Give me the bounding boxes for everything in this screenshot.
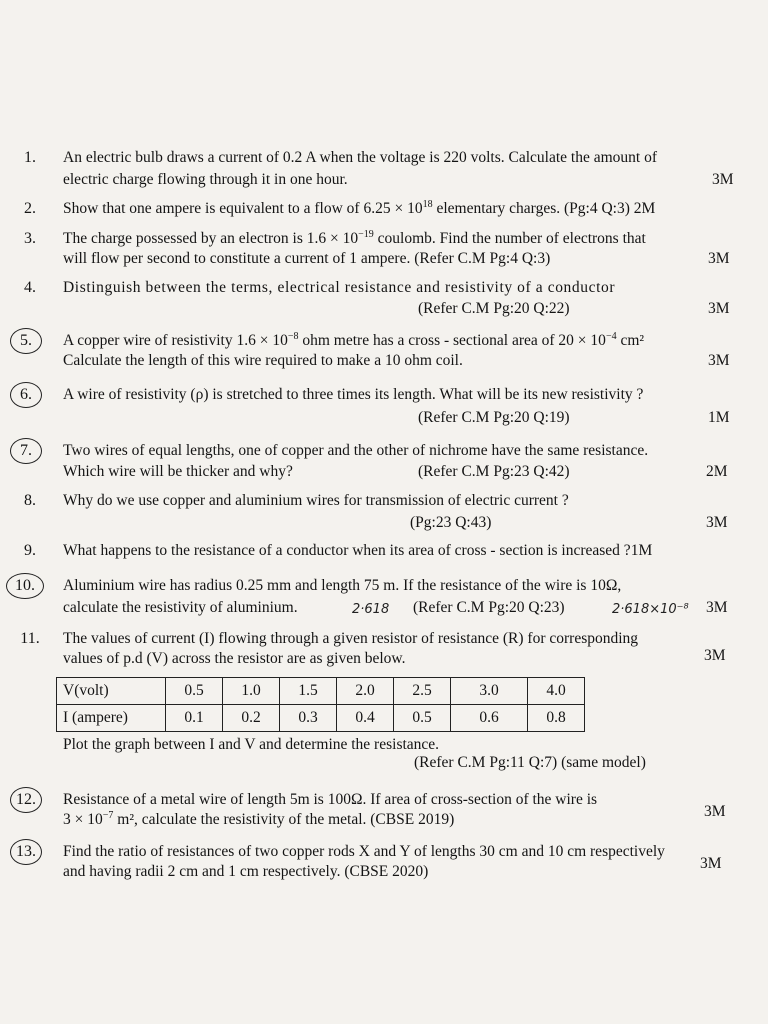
reference-label: (Refer C.M Pg:23 Q:42): [418, 463, 570, 480]
question-text-line2: $3 \times 10^{-7}$ m², calculate the resistivity of the metal. (CBSE 2019): [63, 810, 455, 828]
question-text: Resistance of a metal wire of length 5m is 100Ω. If area of cross-section of the wire is: [63, 791, 598, 808]
table-cell: 3.0: [451, 678, 528, 705]
marks-label: 2M: [706, 463, 728, 480]
table-cell: 0.1: [166, 705, 223, 732]
question-text: Show that one ampere is equivalent to a flow of $6.25 \times 10^{18}$ elementary charges. (Pg:4 Q:3) 2M: [63, 199, 656, 217]
table-cell: 1.5: [280, 678, 337, 705]
question-text-line2: Which wire will be thicker and why?: [63, 463, 293, 480]
table-cell: 0.3: [280, 705, 337, 732]
marks-label: 3M: [708, 352, 730, 369]
table-cell: 0.8: [528, 705, 585, 732]
question-text: Aluminium wire has radius 0.25 mm and length 75 m. If the resistance of the wire is 10Ω,: [63, 577, 622, 594]
reference-label: (Pg:23 Q:43): [410, 514, 492, 531]
table-cell: 2.5: [394, 678, 451, 705]
question-text-line2: will flow per second to constitute a current of 1 ampere. (Refer C.M Pg:4 Q:3): [63, 250, 551, 267]
table-cell: 4.0: [528, 678, 585, 705]
reference-label: (Refer C.M Pg:11 Q:7) (same model): [414, 754, 646, 771]
table-cell: 0.4: [337, 705, 394, 732]
question-text: Find the ratio of resistances of two copper rods X and Y of lengths 30 cm and 10 cm respectively: [63, 843, 665, 860]
marks-label: 3M: [712, 171, 734, 188]
marks-label: 3M: [704, 803, 726, 820]
question-text: A wire of resistivity (ρ) is stretched to three times its length. What will be its new resistivity ?: [63, 386, 644, 403]
handwritten-answer: 2·618×10⁻⁸: [612, 602, 689, 617]
question-text-line2: Calculate the length of this wire required to make a 10 ohm coil.: [63, 352, 463, 369]
question-text: The charge possessed by an electron is $1.6 \times 10^{-19}$ coulomb. Find the number of electrons that: [63, 229, 646, 247]
question-number: 9.: [24, 542, 36, 559]
table-row-voltage: [57, 678, 585, 705]
marks-label: 3M: [708, 250, 730, 267]
question-number-circled: 5.: [10, 328, 42, 354]
reference-label: (Refer C.M Pg:20 Q:19): [418, 409, 570, 426]
question-number: 8.: [24, 492, 36, 509]
question-number: 11.: [20, 630, 40, 647]
table-header-current: I (ampere): [57, 705, 166, 732]
table-cell: 0.5: [166, 678, 223, 705]
table-cell: 2.0: [337, 678, 394, 705]
table-header-voltage: V(volt): [57, 678, 166, 705]
question-number: 1.: [24, 149, 36, 166]
question-text: An electric bulb draws a current of 0.2 A when the voltage is 220 volts. Calculate the amount of: [63, 149, 658, 166]
marks-label: 3M: [706, 514, 728, 531]
instruction-text: Plot the graph between I and V and determine the resistance.: [63, 736, 440, 753]
question-text: A copper wire of resistivity $1.6 \times 10^{-8}$ ohm metre has a cross - sectional area of $20 \times 10^{-4}$ cm²: [63, 331, 645, 349]
table-cell: 0.2: [223, 705, 280, 732]
question-text: Two wires of equal lengths, one of copper and the other of nichrome have the same resistance.: [63, 442, 649, 459]
reference-label: (Refer C.M Pg:20 Q:22): [418, 300, 570, 317]
question-text-line2: and having radii 2 cm and 1 cm respectively. (CBSE 2020): [63, 863, 429, 880]
question-number: 4.: [24, 279, 36, 296]
marks-label: 3M: [700, 855, 722, 872]
question-text-line2: electric charge flowing through it in one hour.: [63, 171, 348, 188]
question-number: 2.: [24, 200, 36, 217]
question-text-line2: values of p.d (V) across the resistor are as given below.: [63, 650, 406, 667]
question-text: The values of current (I) flowing through a given resistor of resistance (R) for corresponding: [63, 630, 639, 647]
table-row-current: [57, 705, 585, 732]
marks-label: 3M: [708, 300, 730, 317]
question-text: What happens to the resistance of a conductor when its area of cross - section is increased ?1M: [63, 542, 653, 559]
question-number-circled: 12.: [10, 787, 42, 813]
marks-label: 3M: [704, 647, 726, 664]
voltage-current-table: [56, 677, 585, 732]
handwritten-note: 2·618: [352, 602, 390, 617]
marks-label: 1M: [708, 409, 730, 426]
table-cell: 0.6: [451, 705, 528, 732]
reference-label: (Refer C.M Pg:20 Q:23): [413, 599, 565, 616]
table-cell: 0.5: [394, 705, 451, 732]
marks-label: 3M: [706, 599, 728, 616]
question-number: 3.: [24, 230, 36, 247]
question-text: Why do we use copper and aluminium wires for transmission of electric current ?: [63, 492, 569, 509]
question-number-circled: 7.: [10, 438, 42, 464]
table-cell: 1.0: [223, 678, 280, 705]
question-number-circled: 6.: [10, 382, 42, 408]
question-number-circled: 13.: [10, 839, 42, 865]
question-number-circled: 10.: [6, 573, 44, 599]
question-text-line2: calculate the resistivity of aluminium.: [63, 599, 298, 616]
question-text: Distinguish between the terms, electrical resistance and resistivity of a conductor: [63, 279, 616, 296]
